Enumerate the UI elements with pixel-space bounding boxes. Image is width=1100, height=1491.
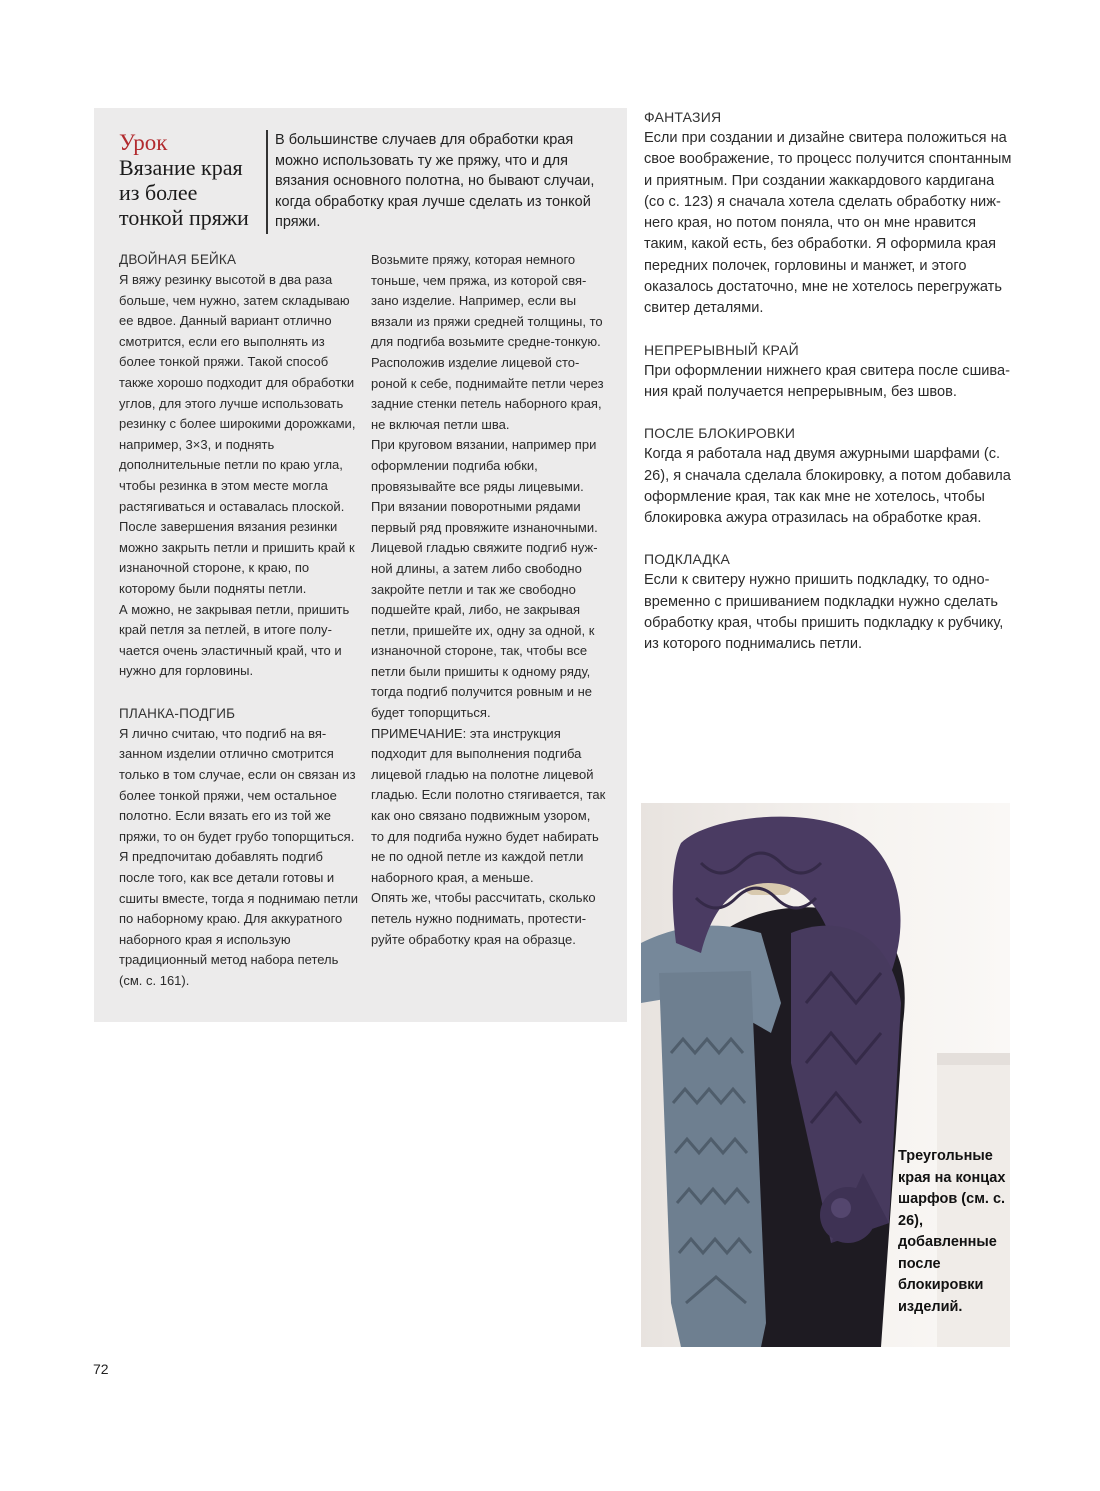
- section-heading: ПЛАНКА-ПОДГИБ: [119, 705, 236, 721]
- paragraph: При оформлении нижнего края свитера после сшивания край получается непрерывным, без швов.: [644, 362, 1011, 400]
- lesson-title-line: тонкой пряжи: [119, 205, 249, 230]
- section-heading: ПОДКЛАДКА: [644, 551, 731, 568]
- column-right: [644, 107, 1016, 656]
- lesson-intro: В большинстве случаев для обработки края можно использовать ту же пряжу, что и для вязания основного полотна, но бывают случаи, когда обработку края лучше сделать из тонкой пряжи.: [275, 132, 595, 230]
- lesson-kicker: Урок: [119, 130, 168, 155]
- section-heading: ДВОЙНАЯ БЕЙКА: [119, 252, 237, 267]
- grey-scarf-tail: [659, 971, 766, 1347]
- wall-rail: [937, 1053, 1010, 1065]
- paragraph: При вязании поворотными рядами первый ряд провяжите изнаночными.: [371, 499, 598, 535]
- paragraph: Лицевой гладью свяжите подгиб нужной длины, а затем либо свободно закройте петли и так же свободно подшейте край, либо, не закрывая петли, пришейте их, одну за одной, к изнаночной стороне, так, чтобы все петли были пришиты к одному ряду, тогда подгиб получится ровным и не будет топорщиться.: [371, 540, 598, 721]
- paragraph: Опять же, чтобы рассчитать, сколько петель нужно поднимать, протестируйте обработку края на образце.: [371, 890, 596, 947]
- paragraph: Если при создании и дизайне свитера положиться на свое воображение, то процесс получится спонтанным и приятным. При создании жаккардового кардигана (со с. 123) я сначала хотела сделать обработку нижнего края, но потом поняла, что он мне нравится таким, какой есть, без обработки. Я оформила края передних полочек, горловины и манжет, и этого оказалось достаточно, мне не хотелось перегружать свитер деталями.: [644, 130, 1012, 317]
- paragraph: При круговом вязании, например при оформлении подгиба юбки, провязывайте все ряды лицевыми.: [371, 437, 597, 494]
- pompom-highlight: [831, 1198, 851, 1218]
- lesson-title: [119, 155, 259, 230]
- note-paragraph: ПРИМЕЧАНИЕ: эта инструкция подходит для выполнения подгиба лицевой гладью на полотне лицевой гладью. Если полотно стягивается, так как оно связано подвижным узором, то для подгиба нужно будет набирать не по одной петле из каждой петли наборного края, а меньше.: [371, 725, 606, 885]
- paragraph: Если к свитеру нужно пришить подкладку, то одновременно с пришиванием подкладки нужно сделать обработку края, чтобы пришить подкладку к рубчику, из которого поднимались петли.: [644, 572, 1004, 653]
- header-divider: [266, 130, 268, 234]
- paragraph: Я вяжу резинку высотой в два раза больше, чем нужно, затем складываю ее вдвое. Данный вариант отлично смотрится, если его выполнять из более тонкой пряжи. Такой способ также хорошо подходит для обработки углов, для этого лучше использовать резинку с более широкими дорожками, например, 3×3, и поднять дополнительные петли по краю угла, чтобы резинка в этом месте могла растягиваться и оставалась плоской.: [119, 272, 356, 514]
- section-heading: ФАНТАЗИЯ: [644, 109, 722, 125]
- paragraph: Расположив изделие лицевой стороной к себе, поднимайте петли через задние стенки петель наборного края, не включая петли шва.: [371, 354, 604, 432]
- photo-caption: Треугольные края на концах шарфов (см. с. 26), добавленные после блокировки изделий.: [898, 1148, 1006, 1315]
- paragraph: Возьмите пряжу, которая немного тоньше, чем пряжа, из которой связано изделие. Например, если вы вязали из пряжи средней толщины, то для подгиба возьмите средне-тонкую.: [371, 252, 603, 350]
- section-heading: ПОСЛЕ БЛОКИРОВКИ: [644, 425, 796, 442]
- paragraph: Когда я работала над двумя ажурными шарфами (с. 26), я сначала сделала блокировку, а потом добавила оформление края, так как мне не хотелось, чтобы блокировка ажура отразилась на обработке края.: [644, 446, 1011, 527]
- page-number: 72: [93, 1361, 109, 1377]
- column-left: [119, 250, 359, 992]
- paragraph: Я лично считаю, что подгиб на вязанном изделии отлично смотрится только в том случае, если он связан из более тонкой пряжи, чем остальное полотно. Если вязать его из той же пряжи, то он будет грубо топорщиться.: [119, 725, 356, 844]
- lesson-title-line: из более: [119, 180, 198, 205]
- paragraph: А можно, не закрывая петли, пришить край петля за петлей, в итоге получается очень эластичный край, что и нужно для горловины.: [119, 601, 350, 679]
- section-heading: НЕПРЕРЫВНЫЙ КРАЙ: [644, 341, 799, 358]
- paragraph: После завершения вязания резинки можно закрыть петли и пришить край к изнаночной стороне, к краю, по которому были подняты петли.: [119, 519, 355, 596]
- paragraph: Я предпочитаю добавлять подгиб после того, как все детали готовы и сшиты вместе, тогда я поднимаю петли по наборному краю. Для аккуратного наборного края я использую традиционный метод набора петель (см. с. 161).: [119, 849, 358, 988]
- lesson-header: [119, 130, 259, 230]
- column-middle: [371, 250, 606, 950]
- lesson-title-line: Вязание края: [119, 155, 243, 180]
